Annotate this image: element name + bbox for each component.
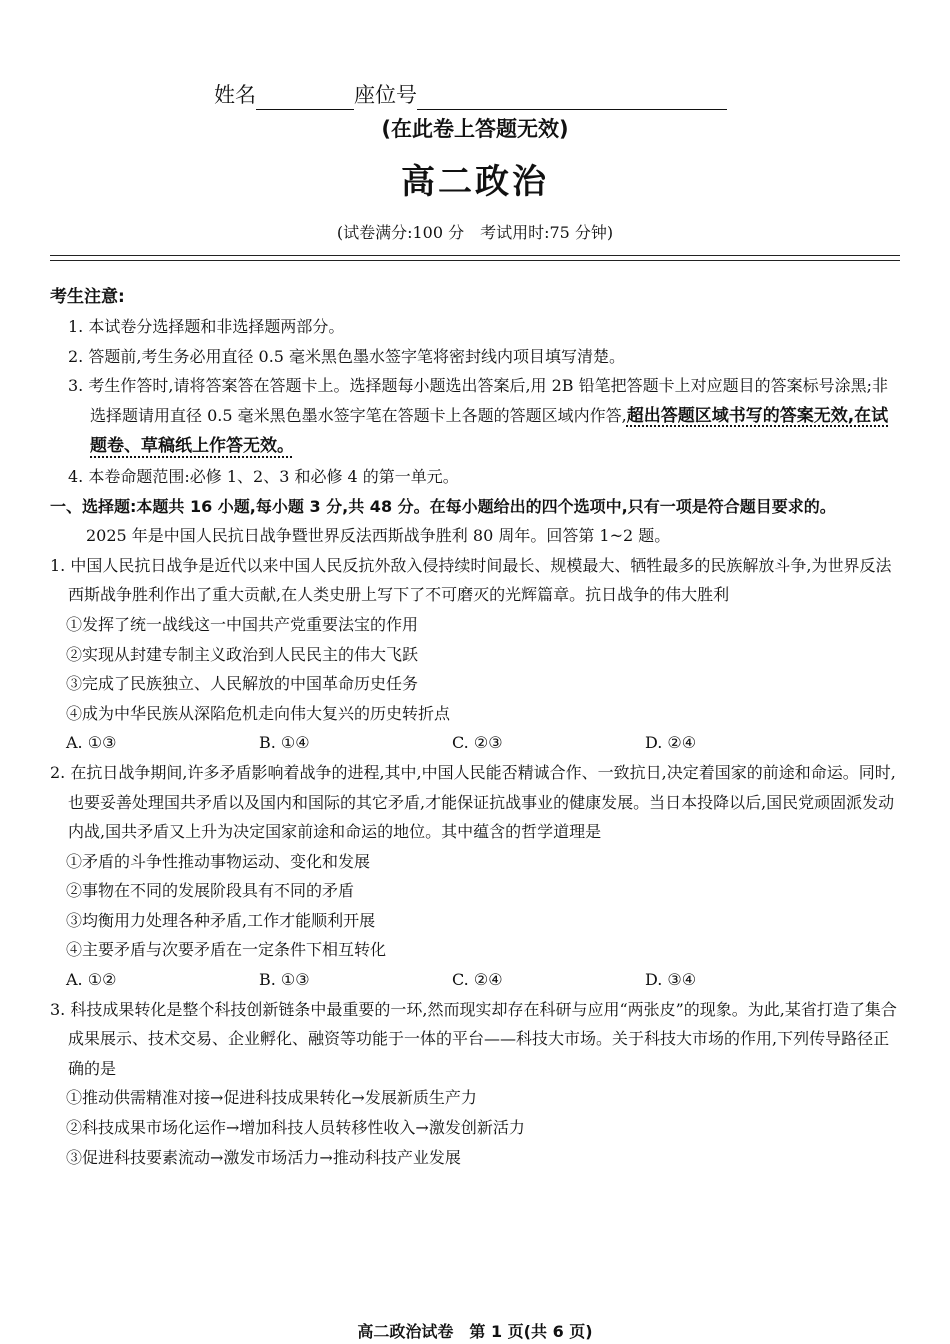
name-label: 姓名 [214, 83, 256, 107]
statement: ①矛盾的斗争性推动事物运动、变化和发展 [66, 851, 371, 871]
statement: ②实现从封建专制主义政治到人民民主的伟大飞跃 [66, 644, 419, 664]
notice-item-4: 4. 本卷命题范围:必修 1、2、3 和必修 4 的第一单元。 [68, 466, 459, 486]
question-stem: 3. 科技成果转化是整个科技创新链条中最重要的一环,然而现实却存在科研与应用“两张皮”的现象。为此,某省打造了集合成果展示、技术交易、企业孵化、融资等功能于一体的平台——科技大市场。关于科技大市场的作用,下列传导路径正确的是 [50, 999, 897, 1078]
notice-item-3 [50, 371, 902, 462]
option-c: C. ②③ [452, 733, 503, 753]
statement: ④主要矛盾与次要矛盾在一定条件下相互转化 [66, 940, 387, 960]
statement: ②事物在不同的发展阶段具有不同的矛盾 [66, 881, 355, 901]
question-1 [50, 551, 902, 758]
statement: ①推动供需精准对接→促进科技成果转化→发展新质生产力 [66, 1088, 477, 1108]
statement: ③促进科技要素流动→激发市场活力→推动科技产业发展 [66, 1147, 461, 1167]
page-footer: 高二政治试卷 第 1 页(共 6 页) [357, 1322, 593, 1341]
section-heading: 一、选择题:本题共 16 小题,每小题 3 分,共 48 分。在每小题给出的四个选项中,只有一项是符合题目要求的。 [50, 496, 836, 516]
option-b: B. ①③ [259, 970, 310, 990]
statement: ④成为中华民族从深陷危机走向伟大复兴的历史转折点 [66, 703, 451, 723]
option-d: D. ③④ [645, 970, 697, 990]
statement: ①发挥了统一战线这一中国共产党重要法宝的作用 [66, 614, 419, 634]
exam-info: (试卷满分:100 分 考试用时:75 分钟) [336, 223, 614, 242]
question-2 [50, 758, 902, 995]
option-a: A. ①③ [66, 733, 117, 753]
option-c: C. ②④ [452, 970, 503, 990]
header-divider-bottom [50, 260, 900, 261]
notice-item-2: 2. 答题前,考生务必用直径 0.5 毫米黑色墨水签字笔将密封线内项目填写清楚。 [68, 346, 626, 366]
page-title: 高二政治 [401, 162, 549, 202]
statement: ③均衡用力处理各种矛盾,工作才能顺利开展 [66, 910, 376, 930]
statement: ③完成了民族独立、人民解放的中国革命历史任务 [66, 674, 419, 694]
answer-options [50, 965, 902, 995]
seat-blank [417, 85, 727, 110]
section-intro: 2025 年是中国人民抗日战争暨世界反法西斯战争胜利 80 周年。回答第 1~2 题。 [86, 526, 671, 546]
option-a: A. ①② [66, 970, 117, 990]
notice-heading: 考生注意: [50, 287, 125, 307]
notice-item-3-emphasis: 超出答题区域书写的答案无效,在试题卷、草稿纸上作答无效。 [90, 405, 889, 457]
statement: ②科技成果市场化运作→增加科技人员转移性收入→激发创新活力 [66, 1118, 525, 1138]
exam-body [50, 282, 902, 1172]
answer-options [50, 728, 902, 758]
header-divider-top [50, 255, 900, 256]
name-blank [256, 85, 354, 110]
notice-item-1: 1. 本试卷分选择题和非选择题两部分。 [68, 317, 345, 336]
question-stem: 1. 中国人民抗日战争是近代以来中国人民反抗外敌入侵持续时间最长、规模最大、牺牲最多的民族解放斗争,为世界反法西斯战争胜利作出了重大贡献,在人类史册上写下了不可磨灭的光辉篇章。抗日战争的伟大胜利 [50, 555, 892, 605]
candidate-info-line [214, 80, 727, 110]
invalid-note: (在此卷上答题无效) [381, 117, 569, 141]
option-b: B. ①④ [259, 733, 310, 753]
seat-label: 座位号 [354, 83, 417, 107]
question-stem: 2. 在抗日战争期间,许多矛盾影响着战争的进程,其中,中国人民能否精诚合作、一致抗日,决定着国家的前途和命运。同时,也要妥善处理国共矛盾以及国内和国际的其它矛盾,才能保证抗战事业的健康发展。当日本投降以后,国民党顽固派发动内战,国共矛盾又上升为决定国家前途和命运的地位。其中蕴含的哲学道理是 [50, 762, 896, 842]
notice-item-3-text: 3. 考生作答时,请将答案答在答题卡上。选择题每小题选出答案后,用 2B 铅笔把答题卡上对应题目的答案标号涂黑;非选择题请用直径 0.5 毫米黑色墨水签字笔在答题卡上各题的答题区域内作答, [68, 376, 889, 425]
question-3 [50, 995, 902, 1173]
option-d: D. ②④ [645, 733, 697, 753]
